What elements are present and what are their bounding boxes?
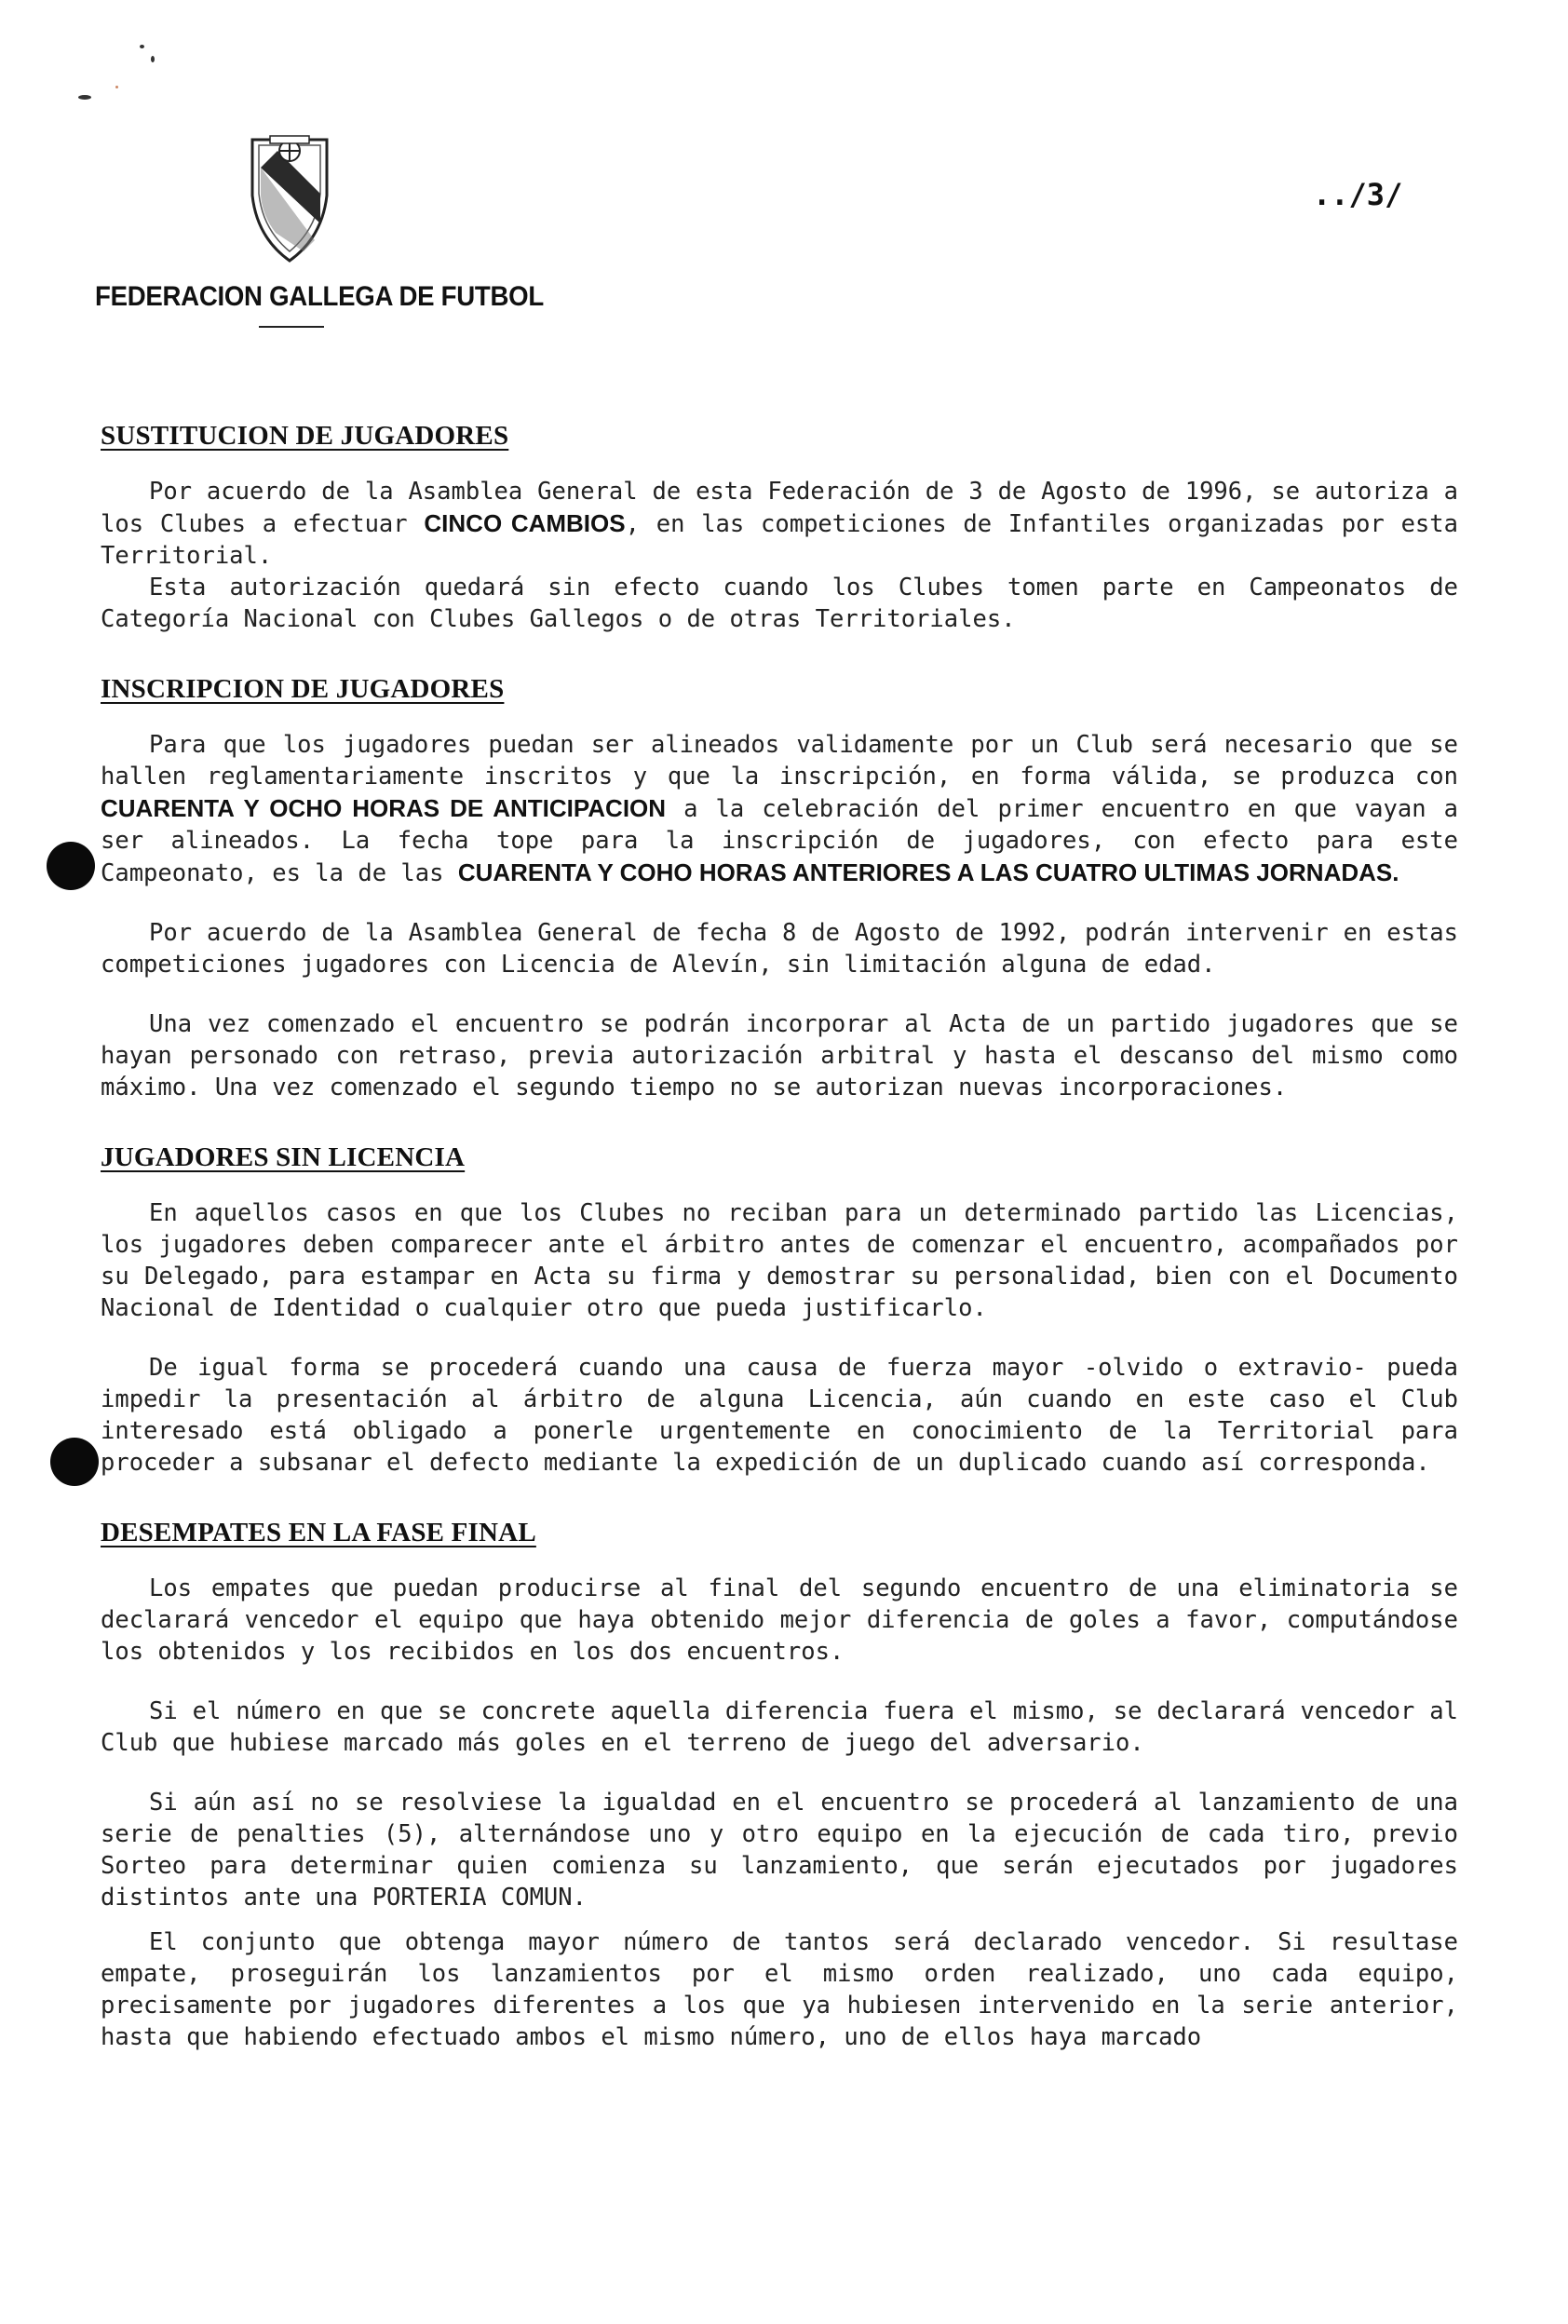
section-inscripcion (101, 674, 1458, 1103)
punch-hole (50, 1438, 99, 1486)
section-desempates (101, 1518, 1458, 2053)
section-sin-licencia (101, 1142, 1458, 1479)
paragraph: De igual forma se procederá cuando una causa de fuerza mayor -olvido o extravio- pueda impedir la presentación al árbitro de alguna Licencia, aún cuando en este caso el Club interesado está obligado a ponerle urgentemente en conocimiento de la Territorial para proceder a subsanar el defecto mediante la expedición de un duplicado cuando así corresponda. (101, 1354, 1458, 1477)
paragraph: Los empates que puedan producirse al final del segundo encuentro de una eliminatoria se declarará vencedor el equipo que haya obtenido mejor diferencia de goles a favor, computándose los obtenidos y los recibidos en los dos encuentros. (101, 1574, 1458, 1666)
organization-name: FEDERACION GALLEGA DE FUTBOL (95, 281, 544, 312)
scan-speck (78, 95, 91, 100)
scan-speck (140, 45, 144, 48)
paragraph-text: Para que los jugadores puedan ser alineados validamente por un Club será necesario que se hallen reglamentariamente inscritos y que la inscripción, en forma válida, se produzca con (101, 731, 1458, 790)
paragraph: El conjunto que obtenga mayor número de tantos será declarado vencedor. Si resultase empate, proseguirán los lanzamientos por el mismo orden realizado, uno cada equipo, precisamente por jugadores diferentes a los que ya hubiesen intervenido en la serie anterior, hasta que habiendo efectuado ambos el mismo número, uno de ellos haya marcado (101, 1928, 1458, 2051)
organization-underline (259, 326, 324, 328)
paragraph: Esta autorización quedará sin efecto cuando los Clubes tomen parte en Campeonatos de Categoría Nacional con Clubes Gallegos o de otras Territoriales. (101, 574, 1458, 633)
shield-crest-icon (248, 130, 331, 265)
section-title: JUGADORES SIN LICENCIA (101, 1142, 466, 1172)
emphasis-text: CUARENTA Y COHO HORAS ANTERIORES A LAS CUATRO ULTIMAS JORNADAS. (457, 858, 1399, 886)
document-body (101, 421, 1458, 2074)
emphasis-text: CINCO CAMBIOS (424, 509, 626, 537)
punch-hole (47, 842, 95, 890)
paragraph: Una vez comenzado el encuentro se podrán incorporar al Acta de un partido jugadores que se hayan personado con retraso, previa autorización arbitral y hasta el descanso del mismo como máximo. Una vez comenzado el segundo tiempo no se autorizan nuevas incorporaciones. (101, 1010, 1458, 1101)
section-title: DESEMPATES EN LA FASE FINAL (101, 1518, 536, 1547)
paragraph: Si el número en que se concrete aquella diferencia fuera el mismo, se declarará vencedor al Club que hubiese marcado más goles en el terreno de juego del adversario. (101, 1697, 1458, 1757)
paragraph (101, 476, 1458, 572)
scan-speck (115, 86, 118, 88)
paragraph-text: a la celebración del primer encuentro en que vayan a ser alineados. La fecha tope para la inscripción de jugadores, con efecto para este Campeonato, es la de las (101, 795, 1458, 887)
paragraph: Si aún así no se resolviese la igualdad en el encuentro se procederá al lanzamiento de una serie de penalties (5), alternándose uno y otro equipo en la ejecución de cada tiro, previo Sorteo para determinar quien comienza su lanzamiento, que serán ejecutados por jugadores distintos ante una PORTERIA COMUN. (101, 1789, 1458, 1912)
section-title: INSCRIPCION DE JUGADORES (101, 674, 505, 704)
paragraph-text: , en las competiciones de Infantiles organizadas por esta Territorial. (101, 510, 1458, 570)
paragraph: Por acuerdo de la Asamblea General de fecha 8 de Agosto de 1992, podrán intervenir en estas competiciones jugadores con Licencia de Alevín, sin limitación alguna de edad. (101, 919, 1458, 979)
section-sustitucion (101, 421, 1458, 635)
paragraph-text: Por acuerdo de la Asamblea General de esta Federación de 3 de Agosto de 1996, se autoriza a los Clubes a efectuar (101, 478, 1458, 538)
page-number: ../3/ (1313, 177, 1403, 212)
section-title: SUSTITUCION DE JUGADORES (101, 421, 509, 451)
scan-speck (151, 56, 155, 62)
paragraph (101, 729, 1458, 889)
emphasis-text: CUARENTA Y OCHO HORAS DE ANTICIPACION (101, 794, 667, 822)
paragraph: En aquellos casos en que los Clubes no reciban para un determinado partido las Licencias, los jugadores deben comparecer ante el árbitro antes de comenzar el encuentro, acompañados por su Delegado, para estampar en Acta su firma y demostrar su personalidad, bien con el Documento Nacional de Identidad o cualquier otro que pueda justificarlo. (101, 1199, 1458, 1322)
